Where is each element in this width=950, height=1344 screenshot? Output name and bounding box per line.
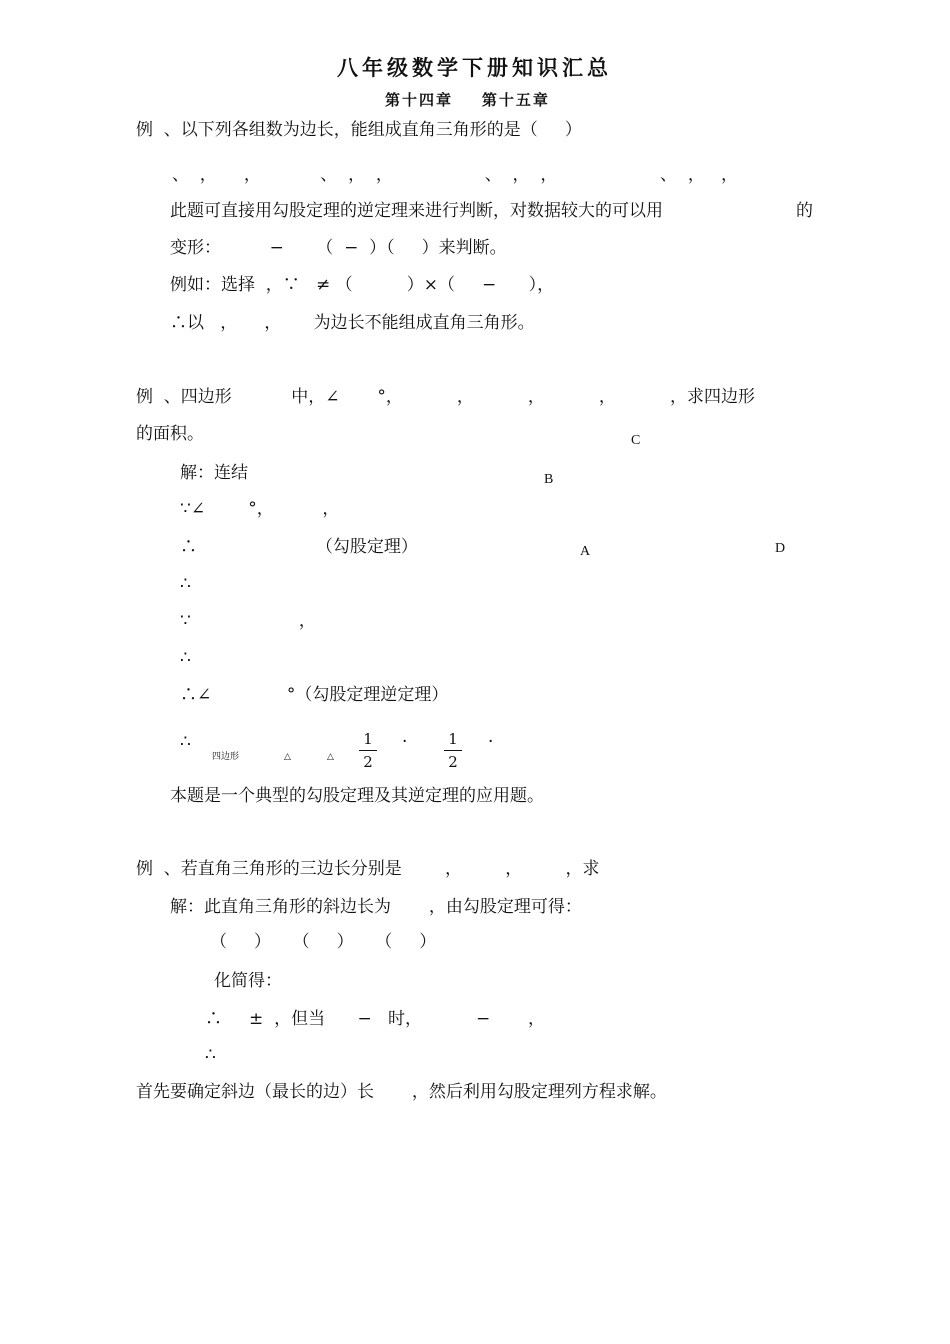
page-title: 八年级数学下册知识汇总 [337, 55, 612, 80]
example2-solution-start: 解：连结 [180, 463, 248, 483]
example1-question: 例 、以下列各组数为边长，能组成直角三角形的是（ ） [136, 120, 582, 140]
example3-simplify: 化简得： [214, 971, 282, 991]
example3-result2: ∴ [205, 1045, 216, 1065]
fraction-numerator: 1 [448, 730, 458, 748]
example2-remark: 本题是一个典型的勾股定理及其逆定理的应用题。 [170, 786, 544, 806]
example2-step1: ∵∠ °， ， [180, 499, 340, 519]
figure-label-b: B [544, 472, 554, 487]
figure-label-d: D [775, 541, 786, 556]
fraction-half-1 [359, 730, 377, 771]
example3-solution: 解：此直角三角形的斜边长为 ，由勾股定理可得： [170, 897, 582, 917]
example2-step5: ∴ [180, 648, 191, 668]
example1-note-line2: 变形： − （ − ）（ ）来判断。 [170, 238, 507, 258]
example3-equation: （ ） （ ） （ ） [210, 932, 437, 952]
multiply-dot-2: · [488, 732, 494, 752]
example3-question: 例 、若直角三角形的三边长分别是 ， ， ，求 [136, 859, 600, 879]
example1-example-line: 例如：选择 ，∵ ≠ （ ）×（ − ）， [170, 275, 555, 295]
fraction-bar [444, 750, 462, 751]
example2-question-line2: 的面积。 [136, 424, 204, 444]
example3-result1: ∴ ± ，但当 − 时， − ， [205, 1009, 546, 1029]
example1-note-line1: 此题可直接用勾股定理的逆定理来进行判断，对数据较大的可以用 [170, 201, 663, 221]
chapter-subtitle: 第十四章 第十五章 [385, 91, 550, 109]
fraction-bar [359, 750, 377, 751]
multiply-dot-1: · [402, 732, 408, 752]
fraction-denominator: 2 [363, 753, 373, 771]
subscript-triangle-2: △ [327, 752, 334, 762]
example2-step7: ∴ [180, 732, 191, 752]
fraction-numerator: 1 [363, 730, 373, 748]
example3-tip: 首先要确定斜边（最长的边）长 ，然后利用勾股定理列方程求解。 [136, 1082, 667, 1102]
example1-note-line1-end: 的 [796, 201, 813, 221]
figure-label-c: C [631, 433, 641, 448]
example1-conclusion: ∴以 ， ， 为边长不能组成直角三角形。 [170, 313, 535, 333]
example2-step3: ∴ [180, 574, 191, 594]
example2-step4: ∵ ， [180, 611, 316, 631]
subscript-quadrilateral: 四边形 [212, 752, 240, 762]
example2-step6: ∴∠ °（勾股定理逆定理） [180, 685, 449, 705]
example1-options: 、 ， ， 、 ， ， 、 ， ， 、 ， ， [172, 165, 739, 185]
fraction-denominator: 2 [448, 753, 458, 771]
subscript-triangle-1: △ [284, 752, 291, 762]
example2-step2: ∴ （勾股定理） [180, 537, 418, 557]
figure-label-a: A [580, 544, 591, 559]
fraction-half-2 [444, 730, 462, 771]
example2-question: 例 、四边形 中，∠ °， ， ， ， ，求四边形 [136, 387, 755, 407]
